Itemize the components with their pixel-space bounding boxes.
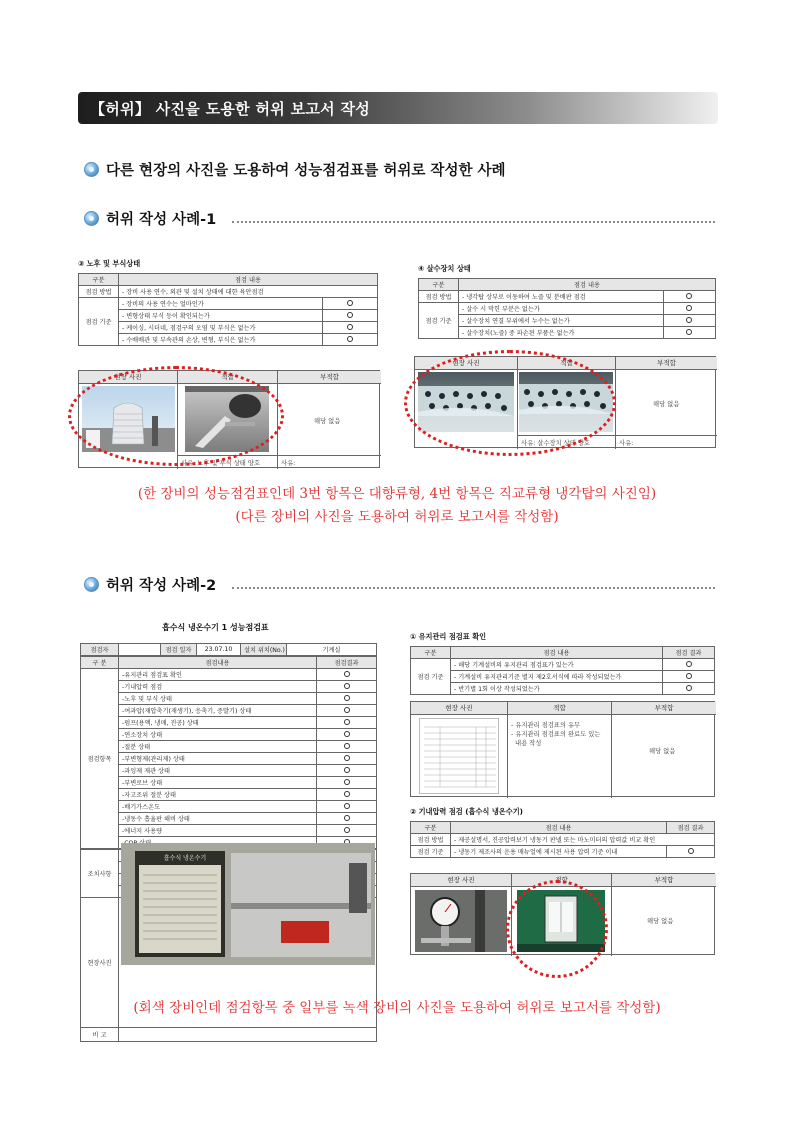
check-item: -냉동수 흡율판 해비 상태 [119,813,317,825]
bullet-icon [84,577,99,592]
check-circle-icon [686,685,692,691]
bullet-icon [84,211,99,226]
check-circle-icon [347,300,353,306]
check-circle-icon [347,336,353,342]
header-loc: 기계실 [287,644,377,656]
check-item: - 반기별 1회 이상 작성되었는가 [451,683,663,695]
row-text: - 장비 사용 연수, 외관 및 설치 상태에 대한 육안점검 [119,286,378,298]
photo-result: 해당 없음 [647,918,674,925]
check-item: - 살수장치 연결 부위에서 누수는 없는가 [459,315,664,327]
check-circle-icon [344,815,350,821]
fit-text: - 유지관리 점검표의 유무 [511,722,581,729]
pressure-gauge-photo [415,890,507,952]
check-circle-icon [344,695,350,701]
photo-head: 부적합 [277,371,381,384]
photo-head: 현장 사진 [79,371,177,384]
photo-head: 적합 [177,371,277,384]
col-content: 점검내용 [119,657,317,669]
page-title: 【허위】 사진을 도용한 허위 보고서 작성 [90,100,371,118]
photo-caption: 사유: 노후 및 부식 상태 양호 [181,460,261,467]
check-item: -유지관리 점검표 확인 [119,669,317,681]
check-circle-icon [686,317,692,323]
dotted-leader [232,587,715,589]
photo-head: 적합 [511,874,611,887]
check-item: -펌프(용액, 냉매, 진공) 상태 [119,717,317,729]
photo-result: 해당 없음 [314,418,341,425]
photo-caption: 사유: [281,460,296,467]
check-circle-icon [686,329,692,335]
fit-text: 내용 작성 [515,740,542,747]
check-circle-icon [344,707,350,713]
check-circle-icon [688,848,694,854]
row-label: 점검 기준 [79,298,119,346]
check-item: -기내압력 점검 [119,681,317,693]
highlight-oval [506,880,608,978]
col-content: 점검 내용 [119,274,378,286]
check-circle-icon [347,312,353,318]
check-item: -절분 상태 [119,741,317,753]
photo-result: 해당 없음 [649,748,676,755]
note-label: 비 고 [81,1028,119,1042]
check-circle-icon [344,743,350,749]
photo-head: 현장 사진 [411,874,511,887]
checklist-document-photo [419,718,499,794]
col-gubun: 구분 [411,647,451,659]
case2-rt-table [410,646,715,695]
row-text: - 냉동기 제조사의 운용 매뉴얼에 제시된 사용 압력 기준 이내 [451,846,667,858]
photo-caption: 사유: 살수장치 상태 양호 [521,440,590,447]
photo-caption: 사유: [619,440,634,447]
check-item: -자고조위 절분 상태 [119,789,317,801]
row-label: 점검 방법 [79,286,119,298]
case2-note: (회색 장비인데 점검항목 중 일부를 녹색 장비의 사진을 도용하여 허위로 보고서를 작성함) [133,1000,661,1016]
case2-heading: 허위 작성 사례-2 [106,578,217,594]
case1-heading: 허위 작성 사례-1 [106,212,217,228]
row-label: 점검 기준 [411,659,451,695]
gray-chiller-photo [121,843,375,965]
row-text: - 제공설명서, 진공압력보기 냉동기 판넬 또는 마노미터의 압력값 비교 확인 [451,834,715,846]
check-item: - 기계설비 유지관리기준 별지 제2호서식에 따라 작성되었는가 [451,671,663,683]
case1-note-line1: (한 장비의 성능점검표인데 3번 항목은 대향류형, 4번 항목은 직교류형 냉각탑의 사진임) [137,486,657,502]
col-gubun: 구분 [411,822,451,834]
check-circle-icon [344,719,350,725]
check-item: -과잉제 재관 상태 [119,765,317,777]
highlight-oval [68,366,284,466]
check-circle-icon [686,673,692,679]
case1-note-line2: (다른 장비의 사진을 도용하여 허위로 보고서를 작성함) [235,509,559,525]
photo-head: 부적합 [611,702,716,715]
row-text: - 냉각탑 상부로 이동하여 노즐 및 분배판 점검 [459,291,664,303]
col-gubun: 구분 [419,279,459,291]
case2-rt-title: ① 유지관리 점검표 확인 [410,632,487,641]
case2-rb-table [410,821,715,858]
case1-right-title: ④ 살수장치 상태 [418,264,471,273]
photo-head: 적합 [507,702,611,715]
highlight-oval [404,350,616,456]
check-item: -연소장치 상태 [119,729,317,741]
check-item: -부변로브 상태 [119,777,317,789]
check-circle-icon [344,779,350,785]
col-result: 점검 결과 [663,647,715,659]
photo-result: 해당 없음 [653,401,680,408]
check-circle-icon [686,305,692,311]
photo-head: 적합 [517,357,615,370]
col-result: 점검결과 [317,657,377,669]
photo-head: 부적합 [611,874,716,887]
col-result: 점검 결과 [667,822,715,834]
intro-heading: 다른 현장의 사진을 도용하여 성능점검표를 허위로 작성한 사례 [106,163,506,179]
check-circle-icon [347,324,353,330]
header-date-label: 점검 일자 [161,644,197,656]
check-circle-icon [344,827,350,833]
group-label: 점검항목 [81,669,119,849]
bullet-icon [84,162,99,177]
case1-left-table [78,273,378,346]
check-item: - 살수장치(노즐) 중 파손된 부품은 없는가 [459,327,664,339]
case1-left-title: ③ 노후 및 부식상태 [78,259,141,268]
row-label: 점검 방법 [411,834,451,846]
case2-rb-title: ② 기내압력 점검 (흡수식 냉온수기) [410,807,523,816]
check-circle-icon [344,791,350,797]
title-bar [78,92,718,124]
case2-left-title: 흡수식 냉온수기 1 성능점검표 [162,623,269,632]
check-item: - 해당 기계설비의 유지관리 점검표가 있는가 [451,659,663,671]
check-item: - 케이싱, 시더네, 점검구의 오염 및 부식은 없는가 [119,322,323,334]
check-item: - 수배배관 및 부속관의 손상, 변형, 부식은 없는가 [119,334,323,346]
case1-right-table [418,278,716,339]
col-content: 점검 내용 [451,822,667,834]
check-circle-icon [344,803,350,809]
header-date: 23.07.10 [197,644,241,656]
check-item: -에너지 사용량 [119,825,317,837]
header-inspector: 점검자 [81,644,119,656]
fit-text: - 유지관리 점검표의 완료도 있는 [511,731,601,738]
check-item: - 변형상태 부식 등이 확인되는가 [119,310,323,322]
col-gubun: 구 분 [81,657,119,669]
check-item: - 살수 시 막힌 부분은 없는가 [459,303,664,315]
check-circle-icon [686,661,692,667]
check-circle-icon [344,755,350,761]
row-label: 점검 기준 [419,303,459,339]
col-content: 점검 내용 [451,647,663,659]
header-loc-label: 설치 위치(No.) [241,644,287,656]
check-item: -부변형제(관리제) 상태 [119,753,317,765]
check-item: -배기가스온도 [119,801,317,813]
check-item: -여과압(재압축기(재생기), 응축기, 증발기) 상태 [119,705,317,717]
check-circle-icon [344,671,350,677]
photo-head: 현장 사진 [411,702,507,715]
check-item: - 장비의 사용 연수는 얼마인가 [119,298,323,310]
photo-head: 현장 사진 [415,357,517,370]
row-label: 점검 기준 [411,846,451,858]
dotted-leader [232,221,715,223]
col-gubun: 구분 [79,274,119,286]
check-circle-icon [344,731,350,737]
case2-rt-photo-table [410,701,715,797]
plate-title: 흡수식 냉온수기 [163,855,207,862]
row-label: 점검 방법 [419,291,459,303]
photo-label: 현장사진 [81,898,119,1028]
photo-head: 부적합 [615,357,717,370]
remarks-label: 조치사항 [81,850,119,898]
check-circle-icon [344,683,350,689]
col-content: 점검 내용 [459,279,716,291]
check-item: -노후 및 부식 상태 [119,693,317,705]
check-circle-icon [344,767,350,773]
check-circle-icon [686,293,692,299]
